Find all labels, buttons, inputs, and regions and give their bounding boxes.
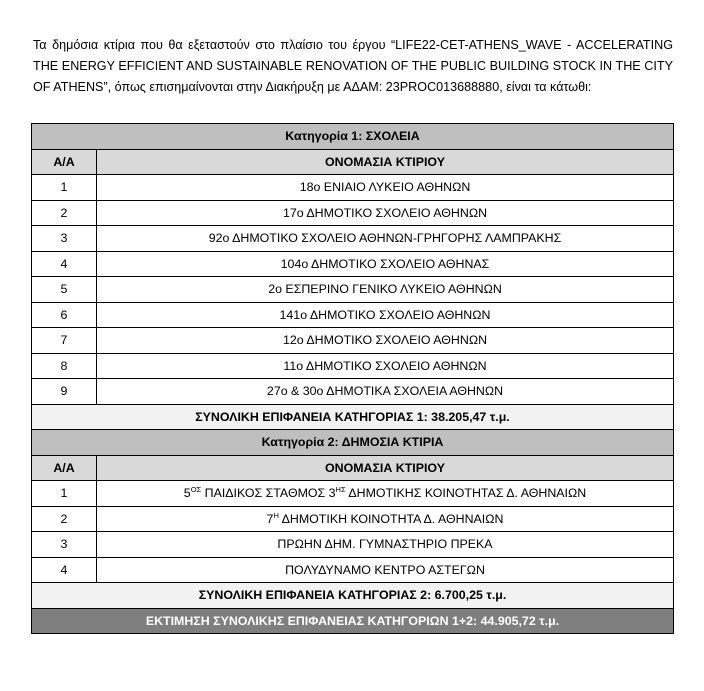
building-name: 92ο ΔΗΜΟΤΙΚΟ ΣΧΟΛΕΙΟ ΑΘΗΝΩΝ-ΓΡΗΓΟΡΗΣ ΛΑΜΠΡΑΚΗΣ	[97, 226, 674, 252]
name-part: ΔΗΜΟΤΙΚΗΣ ΚΟΙΝΟΤΗΤΑΣ Δ. ΑΘΗΝΑΙΩΝ	[345, 486, 587, 501]
ordinal-suffix: ΟΣ	[190, 485, 202, 495]
category-1-header-row	[32, 124, 674, 150]
grand-total-row	[32, 608, 674, 634]
row-index: 4	[32, 251, 97, 277]
building-name: 18ο ΕΝΙΑΙΟ ΛΥΚΕΙΟ ΑΘΗΝΩΝ	[97, 175, 674, 201]
ordinal-suffix: Η	[273, 510, 279, 520]
row-index: 3	[32, 532, 97, 558]
building-name: 17ο ΔΗΜΟΤΙΚΟ ΣΧΟΛΕΙΟ ΑΘΗΝΩΝ	[97, 200, 674, 226]
category-2-total-row	[32, 583, 674, 609]
table-row	[32, 277, 674, 303]
table-row	[32, 506, 674, 532]
intro-paragraph: Τα δημόσια κτίρια που θα εξεταστούν στο πλαίσιο του έργου “LIFE22-CET-ATHENS_WAVE - ACCELERATING THE ENERGY EFFICIENT AND SUSTAINABLE RENOVATION OF THE PUBLIC BUILDING STOCK IN THE CITY OF ATHENS”, όπως επισημαίνονται στην Διακήρυξη με ΑΔΑΜ: 23PROC013688880, είναι τα κάτωθι:	[33, 37, 673, 94]
building-name: 12ο ΔΗΜΟΤΙΚΟ ΣΧΟΛΕΙΟ ΑΘΗΝΩΝ	[97, 328, 674, 354]
building-name: 27ο & 30ο ΔΗΜΟΤΙΚΑ ΣΧΟΛΕΙΑ ΑΘΗΝΩΝ	[97, 379, 674, 405]
column-header-building-name: ΟΝΟΜΑΣΙΑ ΚΤΙΡΙΟΥ	[97, 455, 674, 481]
building-name	[97, 506, 674, 532]
row-index: 1	[32, 481, 97, 507]
row-index: 8	[32, 353, 97, 379]
column-header-index: Α/Α	[32, 149, 97, 175]
name-part: 5	[183, 486, 191, 501]
category-1-column-header-row	[32, 149, 674, 175]
table-row	[32, 200, 674, 226]
row-index: 2	[32, 200, 97, 226]
building-name: 11ο ΔΗΜΟΤΙΚΟ ΣΧΟΛΕΙΟ ΑΘΗΝΩΝ	[97, 353, 674, 379]
category-2-column-header-row	[32, 455, 674, 481]
category-1-total: ΣΥΝΟΛΙΚΗ ΕΠΙΦΑΝΕΙΑ ΚΑΤΗΓΟΡΙΑΣ 1: 38.205,47 τ.μ.	[32, 404, 674, 430]
row-index: 2	[32, 506, 97, 532]
table-row	[32, 557, 674, 583]
row-index: 6	[32, 302, 97, 328]
row-index: 4	[32, 557, 97, 583]
category-1-title: Κατηγορία 1: ΣΧΟΛΕΙΑ	[32, 124, 674, 150]
building-name: ΠΟΛΥΔΥΝΑΜΟ ΚΕΝΤΡΟ ΑΣΤΕΓΩΝ	[97, 557, 674, 583]
table-row	[32, 251, 674, 277]
table-row	[32, 302, 674, 328]
row-index: 7	[32, 328, 97, 354]
category-2-header-row	[32, 430, 674, 456]
column-header-index: Α/Α	[32, 455, 97, 481]
row-index: 3	[32, 226, 97, 252]
category-2-title: Κατηγορία 2: ΔΗΜΟΣΙΑ ΚΤΙΡΙΑ	[32, 430, 674, 456]
buildings-table	[31, 123, 674, 634]
row-index: 5	[32, 277, 97, 303]
name-part: 7	[266, 511, 274, 526]
name-part: ΔΗΜΟΤΙΚΗ ΚΟΙΝΟΤΗΤΑ Δ. ΑΘΗΝΑΙΩΝ	[278, 511, 504, 526]
table-row	[32, 328, 674, 354]
building-name: 141ο ΔΗΜΟΤΙΚΟ ΣΧΟΛΕΙΟ ΑΘΗΝΩΝ	[97, 302, 674, 328]
building-name: ΠΡΩΗΝ ΔΗΜ. ΓΥΜΝΑΣΤΗΡΙΟ ΠΡΕΚΑ	[97, 532, 674, 558]
building-name: 104ο ΔΗΜΟΤΙΚΟ ΣΧΟΛΕΙΟ ΑΘΗΝΑΣ	[97, 251, 674, 277]
row-index: 9	[32, 379, 97, 405]
name-part: ΠΑΙΔΙΚΟΣ ΣΤΑΘΜΟΣ 3	[201, 486, 336, 501]
table-row	[32, 379, 674, 405]
table-row	[32, 226, 674, 252]
category-1-total-row	[32, 404, 674, 430]
building-name: 2ο ΕΣΠΕΡΙΝΟ ΓΕΝΙΚΟ ΛΥΚΕΙΟ ΑΘΗΝΩΝ	[97, 277, 674, 303]
table-row	[32, 481, 674, 507]
column-header-building-name: ΟΝΟΜΑΣΙΑ ΚΤΙΡΙΟΥ	[97, 149, 674, 175]
table-row	[32, 532, 674, 558]
category-2-total: ΣΥΝΟΛΙΚΗ ΕΠΙΦΑΝΕΙΑ ΚΑΤΗΓΟΡΙΑΣ 2: 6.700,25 τ.μ.	[32, 583, 674, 609]
building-name	[97, 481, 674, 507]
grand-total: ΕΚΤΙΜΗΣΗ ΣΥΝΟΛΙΚΗΣ ΕΠΙΦΑΝΕΙΑΣ ΚΑΤΗΓΟΡΙΩΝ 1+2: 44.905,72 τ.μ.	[32, 608, 674, 634]
row-index: 1	[32, 175, 97, 201]
ordinal-suffix: ΗΣ	[335, 485, 346, 495]
table-row	[32, 175, 674, 201]
table-row	[32, 353, 674, 379]
